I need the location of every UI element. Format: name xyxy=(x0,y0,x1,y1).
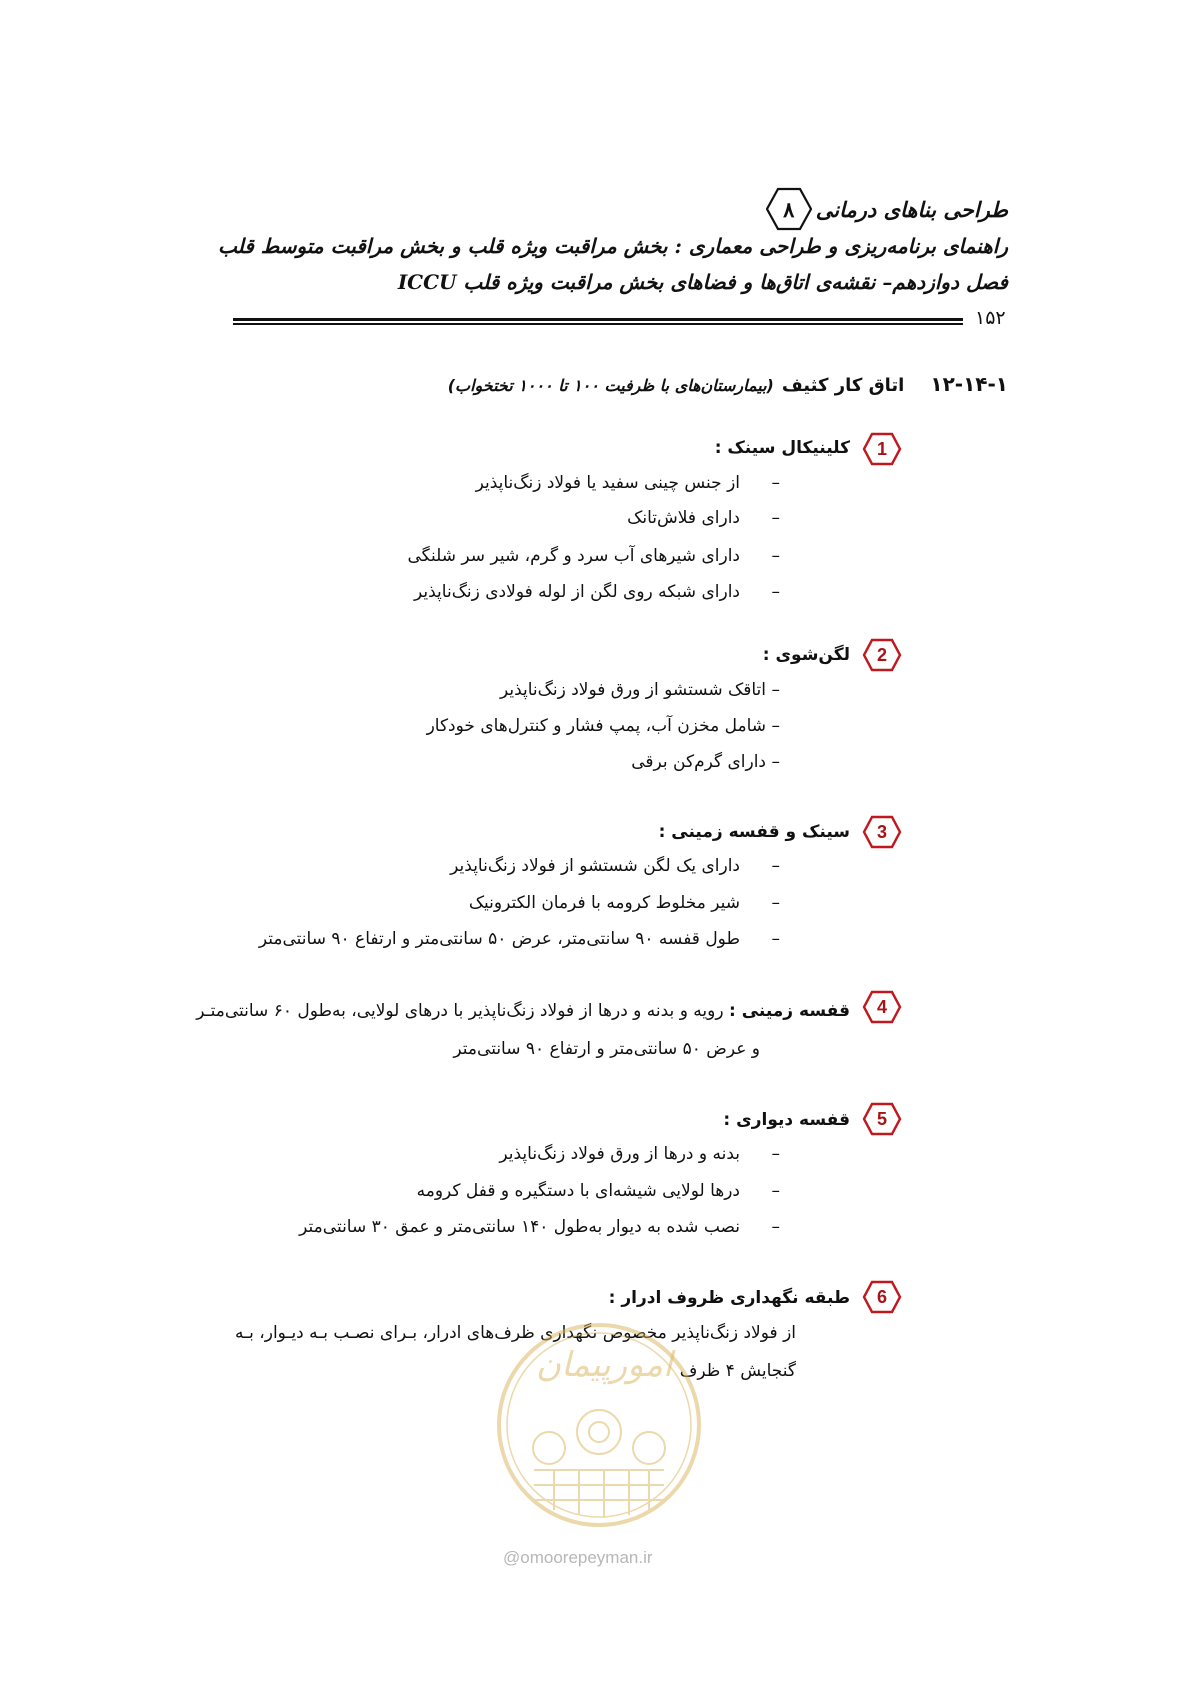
list-item: –دارای شیرهای آب سرد و گرم، شیر سر شلنگی xyxy=(407,546,780,566)
item-badge-4 xyxy=(862,990,902,1024)
badge-number: 2 xyxy=(876,644,887,665)
item-text-line: و عرض ۵۰ سانتی‌متر و ارتفاع ۹۰ سانتی‌متر xyxy=(453,1039,760,1059)
volume-hexagon-badge xyxy=(766,186,812,232)
item-title: لگن‌شوی : xyxy=(762,645,850,665)
list-item: –دارای شبکه روی لگن از لوله فولادی زنگ‌ناپذیر xyxy=(414,582,780,602)
item-badge-6 xyxy=(862,1280,902,1314)
section-number: ۱۲-۱۴-۱ xyxy=(930,372,1008,396)
list-item: –دارای گرم‌کن برقی xyxy=(631,752,780,772)
list-item: –دارای فلاش‌تانک xyxy=(627,508,780,528)
list-item: –نصب شده به دیوار به‌طول ۱۴۰ سانتی‌متر و عمق ۳۰ سانتی‌متر xyxy=(299,1217,780,1237)
item-text-line: از فولاد زنگ‌ناپذیر مخصوص نگهداری ظرف‌های ادرار، بـرای نصـب بـه دیـوار، بـه xyxy=(235,1323,796,1343)
item-title: کلینیکال سینک : xyxy=(714,438,850,458)
header-rule-thin xyxy=(233,323,963,325)
watermark-url: @omoorepeyman.ir xyxy=(503,1548,653,1567)
list-item: –شامل مخزن آب، پمپ فشار و کنترل‌های خودکار xyxy=(426,716,780,736)
item-title: قفسه دیواری : xyxy=(723,1110,850,1130)
item-text-line: گنجایش ۴ ظرف xyxy=(679,1361,796,1381)
header-rule-thick xyxy=(233,318,963,321)
item-title: سینک و قفسه زمینی : xyxy=(658,822,850,842)
item-title: قفسه زمینی : xyxy=(728,1001,850,1021)
badge-number: 1 xyxy=(876,438,887,459)
list-item: –بدنه و درها از ورق فولاد زنگ‌ناپذیر xyxy=(499,1144,780,1164)
book-title xyxy=(766,186,1008,232)
badge-number: 6 xyxy=(876,1286,887,1307)
section-heading xyxy=(448,372,1008,396)
volume-number: ۸ xyxy=(783,196,795,222)
badge-number: 3 xyxy=(876,821,887,842)
list-item: –درها لولایی شیشه‌ای با دستگیره و قفل کرومه xyxy=(416,1181,780,1201)
item-paragraph xyxy=(170,992,850,1030)
guide-title: راهنمای برنامه‌ریزی و طراحی معماری : بخش مراقبت ویژه قلب و بخش مراقبت متوسط قلب xyxy=(218,234,1008,258)
badge-number: 5 xyxy=(876,1108,887,1129)
item-title: طبقه نگهداری ظروف ادرار : xyxy=(608,1288,850,1308)
section-subtitle: (بیمارستان‌های با ظرفیت ۱۰۰ تا ۱۰۰۰ تختخواب) xyxy=(447,376,774,395)
item-text-line: رویه و بدنه و درها از فولاد زنگ‌ناپذیر با درهای لولایی، به‌طول ۶۰ سانتی‌متـر xyxy=(196,1001,724,1021)
list-item: –طول قفسه ۹۰ سانتی‌متر، عرض ۵۰ سانتی‌متر و ارتفاع ۹۰ سانتی‌متر xyxy=(258,929,780,949)
list-item: –از جنس چینی سفید یا فولاد زنگ‌ناپذیر xyxy=(475,473,780,493)
list-item: –شیر مخلوط کرومه با فرمان الکترونیک xyxy=(468,893,780,913)
book-title-text: طراحی بناهای درمانی xyxy=(815,196,1008,222)
item-badge-2 xyxy=(862,638,902,672)
page-number: ۱۵۲ xyxy=(975,307,1006,329)
badge-number: 4 xyxy=(876,996,887,1017)
item-badge-5 xyxy=(862,1102,902,1136)
section-title: اتاق کار کثیف xyxy=(781,375,905,396)
watermark-text: امورپیمان xyxy=(536,1345,673,1385)
chapter-title: فصل دوازدهم– نقشه‌ی اتاق‌ها و فضاهای بخش مراقبت ویژه قلب ICCU xyxy=(397,270,1008,294)
item-badge-1 xyxy=(862,432,902,466)
list-item: –اتاقک شستشو از ورق فولاد زنگ‌ناپذیر xyxy=(499,680,780,700)
item-badge-3 xyxy=(862,815,902,849)
list-item: –دارای یک لگن شستشو از فولاد زنگ‌ناپذیر xyxy=(450,856,780,876)
